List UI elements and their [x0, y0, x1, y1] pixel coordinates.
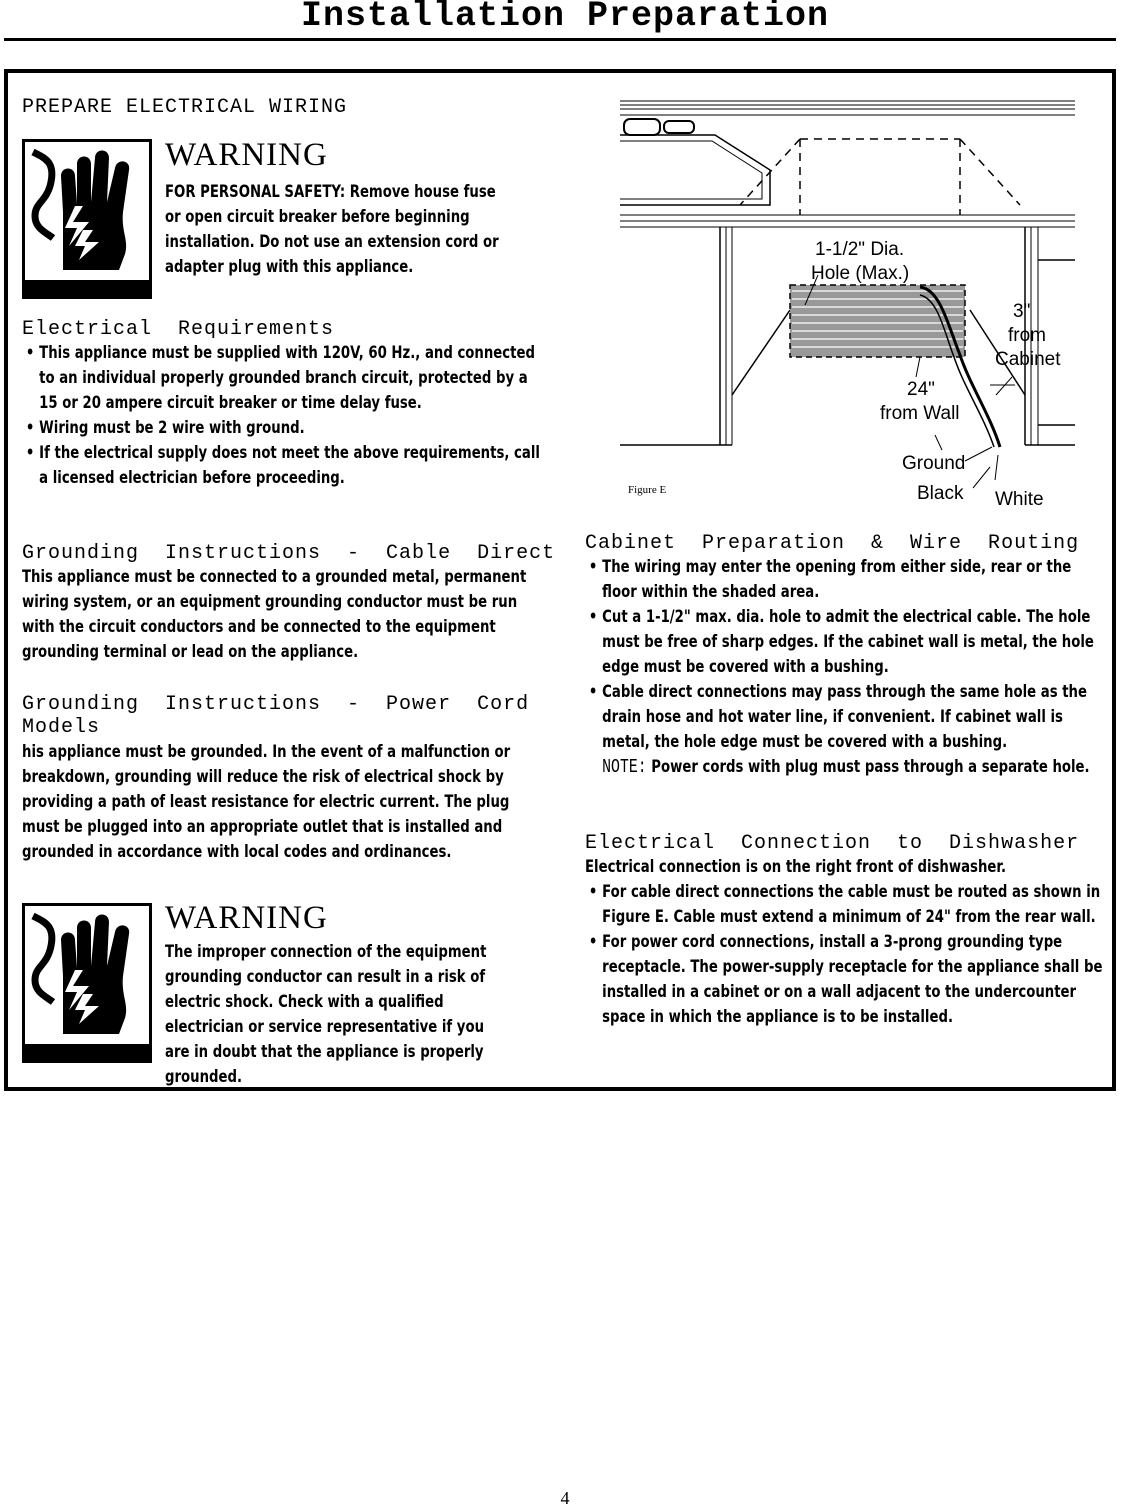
list-item: • Wiring must be 2 wire with ground. — [22, 416, 541, 441]
grounding-cable-paragraph: This appliance must be connected to a grounded metal, permanent wiring system, or an equipment grounding conductor must be run with the circuit conductors and be connected to the equipment grounding terminal or lead on the appliance. — [22, 567, 527, 662]
warning-2-line: grounding conductor can result in a risk of — [165, 967, 486, 987]
title-rule — [4, 38, 1116, 41]
list-item: • This appliance must be supplied with 120V, 60 Hz., and connected to an individual properly grounded branch circuit, protected by a 15 or 20 ampere circuit breaker or time delay fuse. — [22, 341, 541, 416]
list-item: • The wiring may enter the opening from either side, rear or the floor within the shaded area. — [585, 555, 1109, 605]
figure-label-cabinet-1: 3" — [1013, 301, 1031, 322]
figure-label-wall-1: 24" — [907, 379, 935, 400]
page-number: 4 — [560, 1488, 570, 1508]
grounding-cable-heading: Grounding Instructions - Cable Direct — [22, 542, 556, 565]
figure-label-cabinet-2: from — [1008, 325, 1046, 346]
grounding-cord-heading-2: Models — [22, 716, 101, 739]
list-item: • Cut a 1-1/2" max. dia. hole to admit the electrical cable. The hole must be free of sharp edges. If the cabinet wall is metal, the hole edge must be covered with a bushing. — [585, 605, 1109, 680]
figure-caption: Figure E — [628, 484, 667, 496]
warning-box-2 — [22, 900, 582, 1088]
warning-2-line: grounded. — [165, 1067, 243, 1087]
figure-label-ground: Ground — [902, 453, 966, 474]
warning-2-line: The improper connection of the equipment — [165, 942, 487, 962]
warning-box-1 — [22, 139, 582, 304]
electrical-requirements-list — [22, 341, 541, 491]
list-item: • Cable direct connections may pass through the same hole as the drain hose and hot water line, if convenient. If cabinet wall is metal, the hole edge must be covered with a bushing. — [585, 680, 1109, 755]
warning-1-text — [165, 180, 524, 280]
figure-e — [620, 95, 1075, 515]
electrical-shock-hand-icon — [22, 903, 152, 1063]
connection-heading: Electrical Connection to Dishwasher — [585, 832, 1080, 855]
connection-intro: Electrical connection is on the right front of dishwasher. — [585, 857, 1007, 877]
grounding-cable-text — [22, 565, 545, 665]
cabinet-prep-list — [585, 555, 1109, 780]
list-item: • For cable direct connections the cable must be routed as shown in Figure E. Cable must extend a minimum of 24" from the rear wall. — [585, 880, 1109, 930]
warning-1-line: installation. Do not use an extension cord or — [165, 232, 499, 252]
connection-section — [585, 855, 1109, 1030]
note-label: NOTE: — [602, 756, 647, 778]
list-item: • If the electrical supply does not meet the above requirements, call a licensed electrician before proceeding. — [22, 441, 541, 491]
cabinet-prep-heading: Cabinet Preparation & Wire Routing — [585, 532, 1080, 555]
warning-2-title: WARNING — [165, 900, 328, 936]
warning-2-line: are in doubt that the appliance is properly — [165, 1042, 484, 1062]
figure-label-hole-1: 1-1/2" Dia. — [815, 239, 905, 260]
note-text: Power cords with plug must pass through a separate hole. — [651, 757, 1090, 777]
note — [585, 755, 1109, 780]
section-title: PREPARE ELECTRICAL WIRING — [22, 96, 348, 119]
figure-label-wall-2: from Wall — [880, 403, 960, 424]
figure-label-white: White — [995, 489, 1044, 510]
electrical-requirements-heading: Electrical Requirements — [22, 318, 335, 341]
warning-1-line: FOR PERSONAL SAFETY: Remove house fuse — [165, 182, 496, 202]
grounding-cord-heading: Grounding Instructions - Power Cord — [22, 693, 530, 716]
grounding-cord-paragraph: his appliance must be grounded. In the event of a malfunction or breakdown, grounding will reduce the risk of electrical shock by providing a path of least resistance for electric current. The plug must be plugged into an appropriate outlet that is installed and grounded in accordance with local codes and ordinances. — [22, 742, 511, 862]
warning-2-line: electrician or service representative if you — [165, 1017, 485, 1037]
warning-1-line: adapter plug with this appliance. — [165, 257, 414, 277]
warning-1-line: or open circuit breaker before beginning — [165, 207, 470, 227]
electrical-shock-hand-icon — [22, 139, 152, 299]
figure-label-cabinet-3: Cabinet — [995, 349, 1061, 370]
page-title: Installation Preparation — [300, 0, 830, 36]
list-item: • For power cord connections, install a 3-prong grounding type receptacle. The power-supply receptacle for the appliance shall be installed in a cabinet or on a wall adjacent to the undercounter space in which the appliance is to be installed. — [585, 930, 1109, 1030]
warning-1-title: WARNING — [165, 137, 328, 173]
figure-label-black: Black — [917, 483, 964, 504]
figure-label-hole-2: Hole (Max.) — [811, 263, 910, 284]
warning-2-text — [165, 940, 524, 1090]
grounding-cord-text — [22, 740, 545, 865]
warning-2-line: electric shock. Check with a qualified — [165, 992, 444, 1012]
